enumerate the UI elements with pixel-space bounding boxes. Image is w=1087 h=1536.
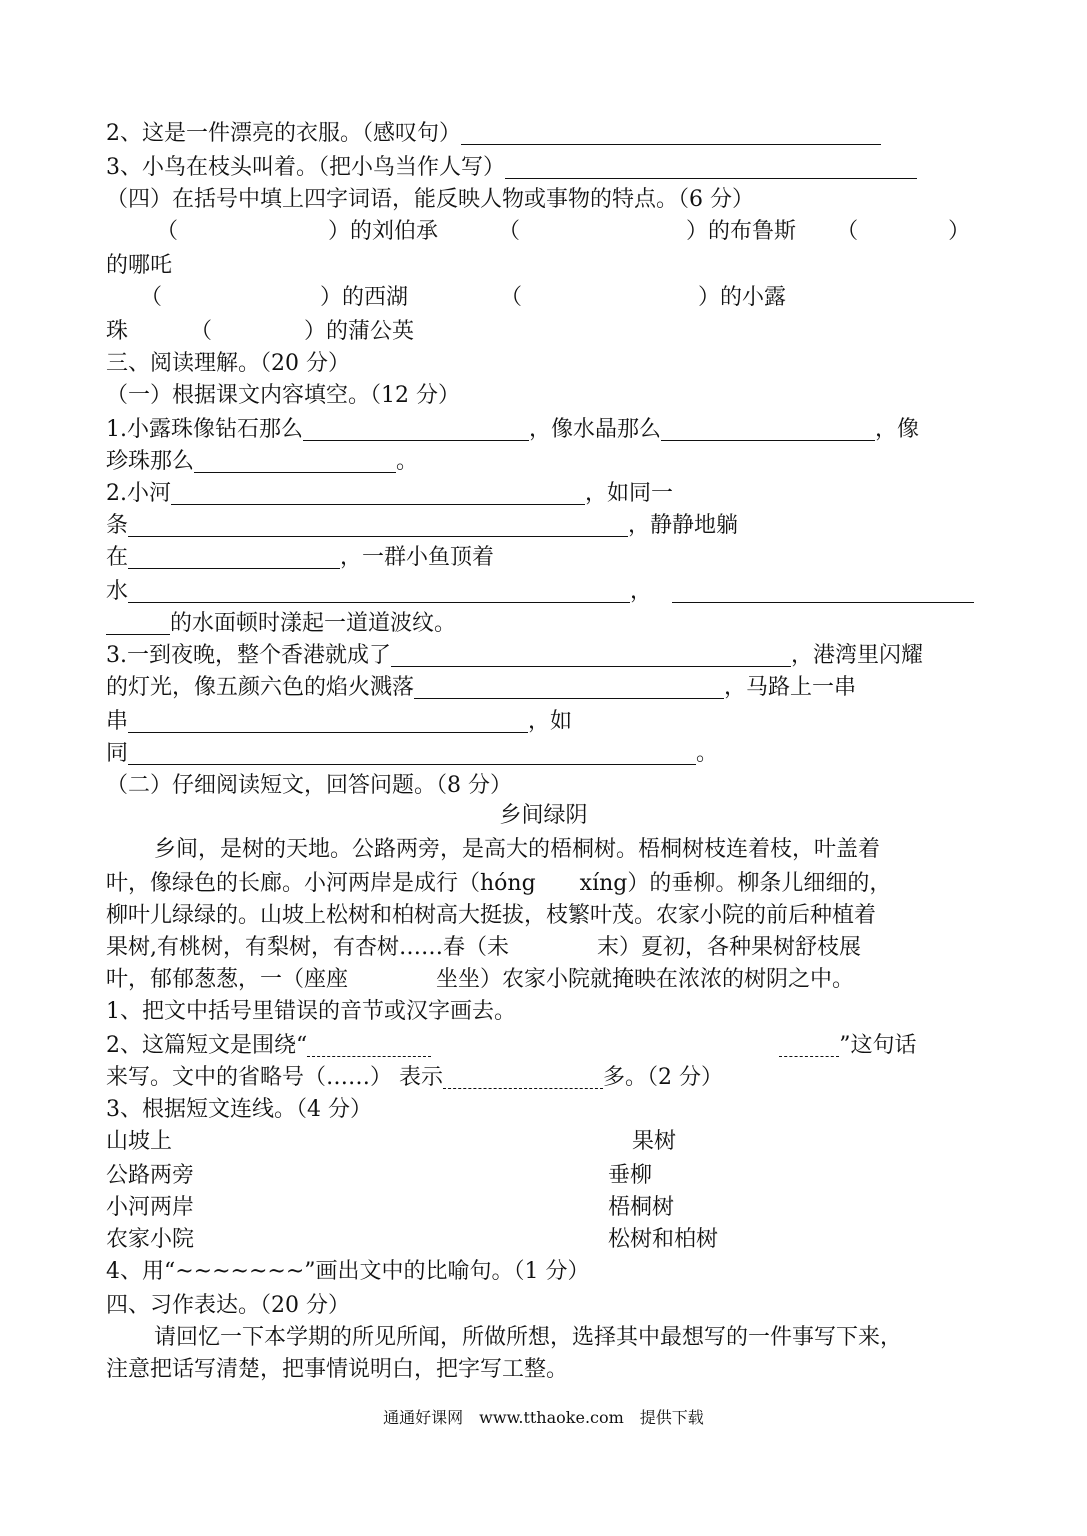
fill-q3-line2 <box>106 672 983 704</box>
text: 同 <box>106 741 129 766</box>
text: ，马路上一串 <box>724 675 857 700</box>
passage-line: 叶，郁郁葱葱，一（座座 坐坐）农家小院就掩映在浓浓的树阴之中。 <box>106 967 855 992</box>
question-text: 3、小鸟在枝头叫着。（把小鸟当作人写） <box>106 155 505 180</box>
zhu-label: 珠 <box>106 319 129 344</box>
match-left-item[interactable]: 山坡上 <box>106 1129 173 1154</box>
composition-instruction-2: 注意把话写清楚，把事情说明白，把字写工整。 <box>106 1357 569 1382</box>
text: 3.一到夜晚，整个香港就成了 <box>106 643 391 668</box>
question-3-personify <box>106 152 983 184</box>
match-right-item[interactable]: 果树 <box>632 1129 677 1154</box>
passage-line: 叶，像绿色的长廊。小河两岸是成行（hóng xíng）的垂柳。柳条儿细细的， <box>106 871 892 896</box>
text: 来写。文中的省略号（……） 表示 <box>106 1065 443 1090</box>
match-left-item[interactable]: 小河两岸 <box>106 1195 195 1220</box>
bulusi-label: ）的布鲁斯 <box>686 219 797 244</box>
match-right-item[interactable]: 梧桐树 <box>608 1195 675 1220</box>
answer-blank[interactable] <box>106 612 170 635</box>
text: ，像 <box>875 417 920 442</box>
text: ，静静地躺 <box>628 513 739 538</box>
text: ， <box>630 579 653 604</box>
match-right-item[interactable]: 松树和柏树 <box>608 1227 719 1252</box>
question-2-exclamation <box>106 118 983 150</box>
passage-line: 果树,有桃树，有梨树，有杏树……春（未 末）夏初，各种果树舒枝展 <box>106 935 861 960</box>
question-text: 2、这是一件漂亮的衣服。（感叹句） <box>106 121 461 146</box>
match-right-item[interactable]: 垂柳 <box>608 1163 653 1188</box>
section-3-heading: 三、阅读理解。（20 分） <box>106 351 350 376</box>
fill-q2-line4 <box>106 576 983 608</box>
reading-q2-line1 <box>106 1030 983 1062</box>
text: 。 <box>696 741 719 766</box>
text: 。 <box>396 449 419 474</box>
liubocheng-label: ）的刘伯承 <box>328 219 439 244</box>
text: ，一群小鱼顶着 <box>340 545 495 570</box>
fill-q2-line2 <box>106 510 983 542</box>
text: ，如同一 <box>585 481 674 506</box>
nezha-label: 的哪吒 <box>106 253 173 278</box>
text: 串 <box>106 709 129 734</box>
reading-q4: 4、用“~~~~~~~”画出文中的比喻句。（1 分） <box>106 1259 590 1284</box>
passage-title: 乡间绿阴 <box>499 803 588 828</box>
xiaolu-label: ）的小露 <box>698 285 787 310</box>
text: 条 <box>106 513 129 538</box>
match-left-item[interactable]: 农家小院 <box>106 1227 195 1252</box>
fill-q3-line3 <box>106 706 983 738</box>
text: 的灯光，像五颜六色的焰火溅落 <box>106 675 415 700</box>
text: 多。（2 分） <box>603 1065 723 1090</box>
passage-line: 乡间，是树的天地。公路两旁，是高大的梧桐树。梧桐树枝连着枝，叶盖着 <box>154 837 881 862</box>
text: 水 <box>106 579 129 604</box>
match-left-item[interactable]: 公路两旁 <box>106 1163 195 1188</box>
answer-blank[interactable] <box>194 450 396 473</box>
fill-q2-line3 <box>106 542 983 574</box>
text: ”这句话 <box>839 1033 917 1058</box>
answer-blank[interactable] <box>303 418 529 441</box>
fill-q1-line2 <box>106 446 983 478</box>
four-char-row-1 <box>156 216 983 248</box>
answer-blank[interactable] <box>128 546 340 569</box>
fill-q1-line1 <box>106 414 983 446</box>
reading-q2-line2 <box>106 1062 983 1094</box>
fill-q3-line4 <box>106 738 983 770</box>
composition-instruction-1: 请回忆一下本学期的所见所闻，所做所想，选择其中最想写的一件事写下来， <box>154 1325 903 1350</box>
four-char-row-3 <box>106 316 983 348</box>
text: 2.小河 <box>106 481 171 506</box>
answer-blank[interactable] <box>128 580 630 603</box>
section-4-heading: 四、习作表达。（20 分） <box>106 1293 350 1318</box>
answer-blank[interactable] <box>128 710 528 733</box>
text: 的水面顿时漾起一道道波纹。 <box>170 611 457 636</box>
paren-open: （ <box>156 219 179 244</box>
paren-close: ） <box>948 219 971 244</box>
fill-q3-line1 <box>106 640 983 672</box>
four-char-row-2 <box>140 282 983 314</box>
paren-open: （ <box>500 285 523 310</box>
paren-open: （ <box>836 219 859 244</box>
fill-q2-line1 <box>106 478 983 510</box>
answer-blank[interactable] <box>171 482 585 505</box>
paren-open: （ <box>140 285 163 310</box>
answer-blank[interactable] <box>505 156 917 179</box>
answer-blank[interactable] <box>307 1034 431 1057</box>
text: ，像水晶那么 <box>529 417 662 442</box>
answer-blank[interactable] <box>779 1034 839 1057</box>
reading-q3: 3、根据短文连线。（4 分） <box>106 1097 372 1122</box>
answer-blank[interactable] <box>443 1066 603 1089</box>
reading-q1: 1、把文中括号里错误的音节或汉字画去。 <box>106 999 516 1024</box>
part-1-title: （一）根据课文内容填空。（12 分） <box>106 383 460 408</box>
part-4-title: （四）在括号中填上四字词语，能反映人物或事物的特点。（6 分） <box>106 187 754 212</box>
text: ，港湾里闪耀 <box>791 643 924 668</box>
answer-blank[interactable] <box>414 676 724 699</box>
answer-blank[interactable] <box>391 644 791 667</box>
text: 在 <box>106 545 129 570</box>
text: 1.小露珠像钻石那么 <box>106 417 303 442</box>
answer-blank[interactable] <box>661 418 875 441</box>
text: ，如 <box>528 709 573 734</box>
answer-blank[interactable] <box>461 122 881 145</box>
pugongying-label: ）的蒲公英 <box>304 319 415 344</box>
fill-q2-line5 <box>106 608 983 640</box>
paren-open: （ <box>498 219 521 244</box>
answer-blank[interactable] <box>128 514 628 537</box>
text: 珍珠那么 <box>106 449 195 474</box>
part-2-title: （二）仔细阅读短文，回答问题。（8 分） <box>106 773 512 798</box>
answer-blank[interactable] <box>672 580 974 603</box>
answer-blank[interactable] <box>128 742 696 765</box>
passage-line: 柳叶儿绿绿的。山坡上松树和柏树高大挺拔，枝繁叶茂。农家小院的前后种植着 <box>106 903 877 928</box>
xihu-label: ）的西湖 <box>320 285 409 310</box>
text: 2、这篇短文是围绕“ <box>106 1033 308 1058</box>
footer-source: 通通好课网 www.tthaoke.com 提供下载 <box>383 1408 704 1427</box>
paren-open: （ <box>190 319 213 344</box>
